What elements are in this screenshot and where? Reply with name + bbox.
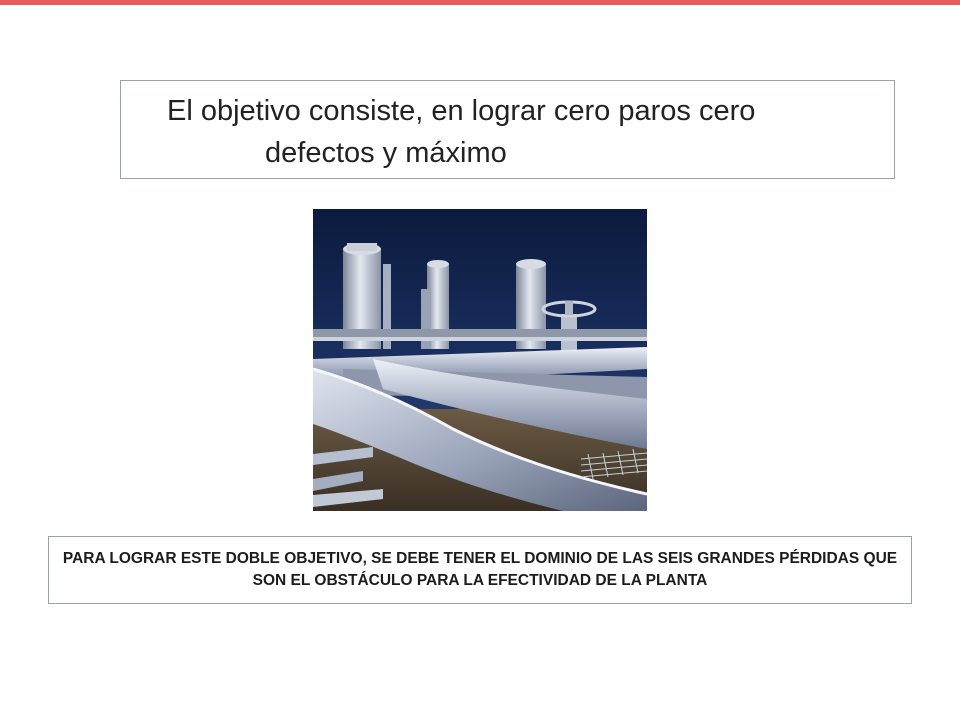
industrial-pipeline-photo (313, 209, 647, 511)
title-line-1: El objetivo consiste, en lograr cero paros cero (167, 95, 756, 127)
top-accent-bar (0, 0, 960, 5)
title-box (120, 80, 895, 179)
title-line-2: defectos y máximo (265, 137, 507, 169)
footer-note: PARA LOGRAR ESTE DOBLE OBJETIVO, SE DEBE TENER EL DOMINIO DE LAS SEIS GRANDES PÉRDIDAS QUE SON EL OBSTÁCULO PARA LA EFECTIVIDAD DE LA PLANTA (48, 536, 912, 604)
